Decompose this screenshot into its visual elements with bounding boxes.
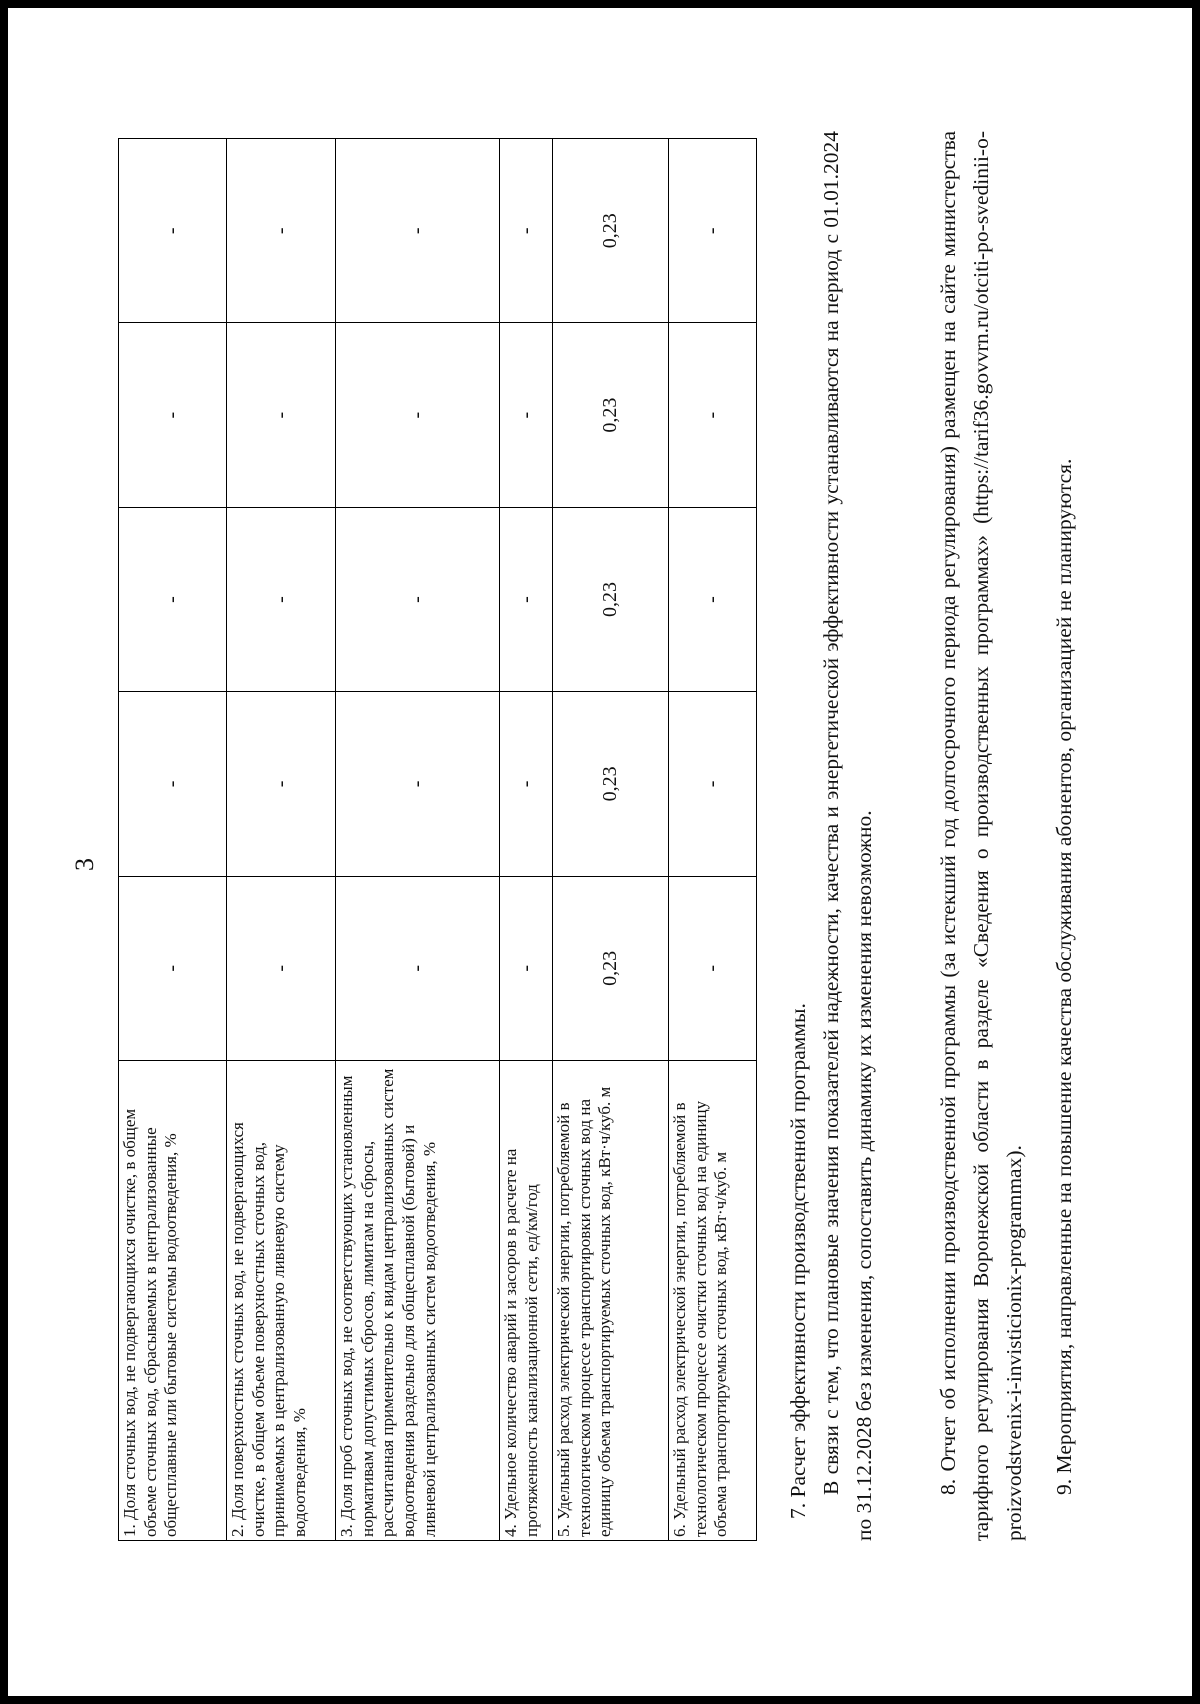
- indicator-name: 3. Доля проб сточных вод, не соответствующих установленным нормативам допустимых сбросов, лимитам на сбросы, рассчитанная применительно к видам централизованных систем водоотведения раздельно для общесплавной (бытовой) и ливневой централизованных систем водоотведения, %: [336, 1061, 500, 1541]
- table-row: [553, 139, 669, 1541]
- indicator-value: -: [119, 139, 227, 323]
- indicator-value: -: [336, 323, 500, 507]
- section-8-text: 8. Отчет об исполнении производственной программы (за истекший год долгосрочного периода регулирования) размещен на сайте министерства тарифного регулирования Воронежской области в разделе «Сведения о производственных программах» (https://tarif36.govvrn.ru/otciti-po-svedinii-o-proizvodstvenix-i-invisticionix-programmax).: [936, 131, 1026, 1541]
- indicator-value: -: [227, 139, 336, 323]
- indicator-value: -: [500, 692, 553, 876]
- indicator-value: -: [227, 323, 336, 507]
- indicator-value: -: [500, 507, 553, 691]
- indicator-value: -: [119, 507, 227, 691]
- indicator-value: -: [119, 876, 227, 1060]
- table-row: [336, 139, 500, 1541]
- indicator-value: -: [500, 139, 553, 323]
- section-7-paragraph: [815, 131, 881, 1541]
- table-row: [227, 139, 336, 1541]
- indicator-value: -: [669, 323, 757, 507]
- indicators-table: [118, 138, 757, 1541]
- section-7-heading: [782, 131, 815, 1541]
- indicator-name: 1. Доля сточных вод, не подвергающихся очистке, в общем объеме сточных вод, сбрасываемых в централизованные общесплавные или бытовые системы водоотведения, %: [119, 1061, 227, 1541]
- indicator-value: -: [119, 323, 227, 507]
- indicator-value: -: [227, 507, 336, 691]
- section-9-paragraph: [1048, 131, 1081, 1541]
- indicator-value: -: [336, 507, 500, 691]
- indicator-name: 6. Удельный расход электрической энергии, потребляемой в технологическом процессе очистки сточных вод на единицу объема транспортируемых сточных вод, кВт·ч/куб. м: [669, 1061, 757, 1541]
- section-7-heading-text: 7. Расчет эффективности производственной программы.: [786, 1003, 810, 1519]
- table-row: [500, 139, 553, 1541]
- indicator-value: 0,23: [553, 876, 669, 1060]
- indicator-name: 5. Удельный расход электрической энергии, потребляемой в технологическом процессе транспортировки сточных вод на единицу объема транспортируемых сточных вод, кВт·ч/куб. м: [553, 1061, 669, 1541]
- indicator-value: -: [227, 876, 336, 1060]
- indicator-value: -: [669, 876, 757, 1060]
- indicator-value: 0,23: [553, 323, 669, 507]
- indicator-value: -: [336, 692, 500, 876]
- section-7-text: В связи с тем, что плановые значения показателей надежности, качества и энергетической эффективности устанавливаются на период с 01.01.2024 по 31.12.2028 без изменения, сопоставить динамику их изменения невозможно.: [819, 131, 876, 1541]
- indicator-name: 2. Доля поверхностных сточных вод, не подвергающихся очистке, в общем объеме поверхностных сточных вод, принимаемых в централизованную ливневую систему водоотведения, %: [227, 1061, 336, 1541]
- indicator-value: -: [500, 876, 553, 1060]
- indicator-value: -: [119, 692, 227, 876]
- indicator-value: 0,23: [553, 139, 669, 323]
- indicator-value: -: [336, 139, 500, 323]
- table-row: [119, 139, 227, 1541]
- indicator-value: -: [500, 323, 553, 507]
- indicator-value: 0,23: [553, 692, 669, 876]
- indicator-value: 0,23: [553, 507, 669, 691]
- table-row: [669, 139, 757, 1541]
- page-number: 3: [70, 858, 99, 871]
- indicator-value: -: [669, 692, 757, 876]
- section-8-paragraph: [932, 131, 1031, 1541]
- indicator-value: -: [669, 139, 757, 323]
- section-9-text: 9. Мероприятия, направленные на повышение качества обслуживания абонентов, организацией не планируются.: [1052, 458, 1076, 1495]
- indicator-value: -: [336, 876, 500, 1060]
- indicator-value: -: [669, 507, 757, 691]
- indicator-name: 4. Удельное количество аварий и засоров в расчете на протяженность канализационной сети, ед/км/год: [500, 1061, 553, 1541]
- indicator-value: -: [227, 692, 336, 876]
